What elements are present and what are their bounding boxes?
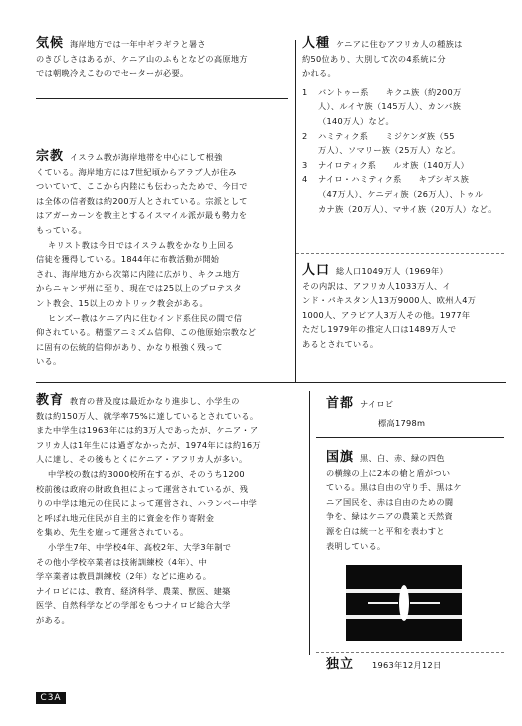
education-line: 数は約150万人、就学率75%に達しているとされている。 <box>36 410 259 421</box>
education-line: 校前後は政府の財政負担によって運営されているが、残 <box>36 483 249 494</box>
education-line: また中学生は1963年には約3万人であったが、ケニア・ア <box>36 425 259 436</box>
population-line: その内訳は、アフリカ人1033万人、イ <box>302 280 451 291</box>
religion-line: ついていて、ここから内陸にも伝わったためで、今日で <box>36 181 248 192</box>
flag-section <box>326 451 504 553</box>
ethnic-item-line: ナイロ・ハミティク系 キプシギス族 <box>318 174 470 185</box>
education-line: 教育の普及度は最近かなり進歩し、小学生の <box>70 396 240 406</box>
independence-divider <box>316 652 504 653</box>
religion-line: キリスト教は今日ではイスラム教をかなり上回る <box>48 239 235 250</box>
flag-line: 表明している。 <box>326 540 386 551</box>
ethnic-item-line: カナ族（20万人）、マサイ族（20万人）など。 <box>318 203 497 214</box>
religion-line: は全体の信者数は約200万人とされている。宗派として <box>36 195 248 206</box>
ethnic-item-line: ハミティク系 ミジケンダ族（55 <box>318 130 455 141</box>
page-number: C3A <box>36 692 66 704</box>
ethnic-item-line: （140万人）など。 <box>318 115 394 126</box>
ethnic-item-number: 2 <box>302 130 308 141</box>
capital-heading: 首都 <box>326 396 355 411</box>
religion-line: され、海岸地方から次第に内陸に広がり、キクユ地方 <box>36 268 241 279</box>
education-line: 人に達し、その後もとくにケニア・アフリカ人が多い。 <box>36 454 248 465</box>
independence-heading: 独立 <box>326 657 355 672</box>
flag-line: ニア国民を、赤は自由のための闘 <box>326 496 454 507</box>
ethnic-intro-line: かれる。 <box>302 68 336 79</box>
religion-line: いる。 <box>36 356 62 367</box>
ethnic-item-line: （47万人）、ケニディ族（26万人）、トゥル <box>318 188 484 199</box>
religion-line: もっている。 <box>36 224 87 235</box>
education-line: 学卒業者は教員訓練校（2年）などに進める。 <box>36 571 212 582</box>
population-section <box>302 264 498 352</box>
independence-value: 1963年12月12日 <box>372 660 442 670</box>
independence-section <box>326 658 504 673</box>
column-divider <box>295 40 296 382</box>
religion-line: くている。海岸地方には7世紀頃からアラブ人が住み <box>36 166 237 177</box>
ethnic-item-line: 万人）、ソマリー族（25万人）など。 <box>318 145 461 156</box>
capital-elevation: 標高1798m <box>378 417 426 428</box>
religion-line: に固有の伝統的信仰があり、かなり根強く残って <box>36 341 223 352</box>
climate-heading: 気候 <box>36 36 65 51</box>
ethnic-item <box>302 129 498 158</box>
population-line: ただし1979年の推定人口は1489万人で <box>302 324 457 335</box>
ethnic-divider <box>296 253 504 254</box>
flag-spear-left <box>368 602 398 604</box>
ethnic-item-line: ナイロティク系 ルオ族（140万人） <box>318 159 470 170</box>
religion-line: ント教会、15以上のカトリック教会がある。 <box>36 297 208 308</box>
religion-line: からニャンザ州に至り、現在では25以上のプロテスタ <box>36 283 242 294</box>
ethnic-list <box>302 85 498 216</box>
education-line: 中学校の数は約3000校所在するが、そのうち1200 <box>48 468 245 479</box>
religion-line: イスラム教が海岸地帯を中心にして根強 <box>70 152 223 162</box>
ethnic-item <box>302 85 498 129</box>
education-line: と呼ばれ地元住民が自主的に資金を作り寄附金 <box>36 512 215 523</box>
capital-divider <box>316 437 504 438</box>
population-heading: 人口 <box>302 263 331 278</box>
ethnic-intro-line: ケニアに住むアフリカ人の種族は <box>336 39 463 49</box>
population-line: 1000人、アラビア人3万人その他。1977年 <box>302 309 471 320</box>
education-line: を集め、先生を雇って運営されている。 <box>36 527 189 538</box>
ethnic-intro-line: 約50位あり、大別して次の4系統に分 <box>302 53 446 64</box>
education-section <box>36 394 290 628</box>
climate-section <box>36 37 286 81</box>
ethnic-item-line: バントゥー系 キクユ族（約200万 <box>318 86 462 97</box>
flag-line: の横線の上に2本の槍と盾がつい <box>326 467 451 478</box>
right-panel-border <box>309 391 310 655</box>
climate-line: では朝晩冷えこむのでセーターが必要。 <box>36 68 189 79</box>
education-line: がある。 <box>36 614 70 625</box>
flag-line: ている。黒は自由の守り手、黒はケ <box>326 482 462 493</box>
climate-line: のきびしさはあるが、ケニア山のふもとなどの高原地方 <box>36 53 248 64</box>
climate-divider <box>36 98 288 99</box>
ethnic-item-number: 1 <box>302 86 308 97</box>
population-line: ンド・パキスタン人13万9000人、欧州人4万 <box>302 295 477 306</box>
religion-line: ヒンズー教はケニア内に住むインド系住民の間で信 <box>48 312 243 323</box>
population-line: 総人口1049万人（1969年） <box>336 266 448 276</box>
ethnic-item <box>302 172 498 216</box>
education-line: 小学生7年、中学校4年、高校2年、大学3年制で <box>48 541 232 552</box>
climate-line: 海岸地方では一年中ギラギラと暑さ <box>70 39 206 49</box>
religion-heading: 宗教 <box>36 149 65 164</box>
education-line: フリカ人は1年生には過ぎなかったが、1974年には約16万 <box>36 439 261 450</box>
ethnic-item-number: 4 <box>302 174 308 185</box>
section-divider <box>36 382 506 383</box>
flag-line: 源を白は統一と平和を表わすと <box>326 525 445 536</box>
flag-heading: 国旗 <box>326 450 355 465</box>
education-line: ナイロビには、教育、経済科学、農業、獣医、建築 <box>36 585 231 596</box>
kenya-flag-image <box>346 565 462 641</box>
flag-shield <box>399 585 409 621</box>
ethnic-item <box>302 158 498 173</box>
flag-line: 黒、白、赤、緑の四色 <box>360 453 445 463</box>
population-line: あるとされている。 <box>302 338 379 349</box>
religion-line: 信徒を獲得している。1844年に布教活動が開始 <box>36 254 220 265</box>
ethnic-item-number: 3 <box>302 159 308 170</box>
education-heading: 教育 <box>36 393 65 408</box>
religion-line: はアガーカーンを教主とするイスマイル派が最も勢力を <box>36 210 248 221</box>
religion-section <box>36 150 288 369</box>
ethnic-item-line: 人）、ルイヤ族（145万人）、カンバ族 <box>318 101 462 112</box>
ethnic-heading: 人種 <box>302 36 331 51</box>
education-line: 医学、自然科学などの学部をもつナイロビ総合大学 <box>36 600 231 611</box>
flag-line: 争を、緑はケニアの農業と天然資 <box>326 511 453 522</box>
religion-line: 仰されている。精霊アニミズム信仰、この他原始宗教など <box>36 327 257 338</box>
education-line: りの中学は地元の住民によって運営され、ハランベー中学 <box>36 498 258 509</box>
capital-section <box>326 397 496 430</box>
capital-value: ナイロビ <box>360 399 394 409</box>
flag-spear-right <box>410 602 440 604</box>
education-line: その他小学校卒業者は技術訓練校（4年）、中 <box>36 556 208 567</box>
ethnic-section <box>302 37 498 216</box>
